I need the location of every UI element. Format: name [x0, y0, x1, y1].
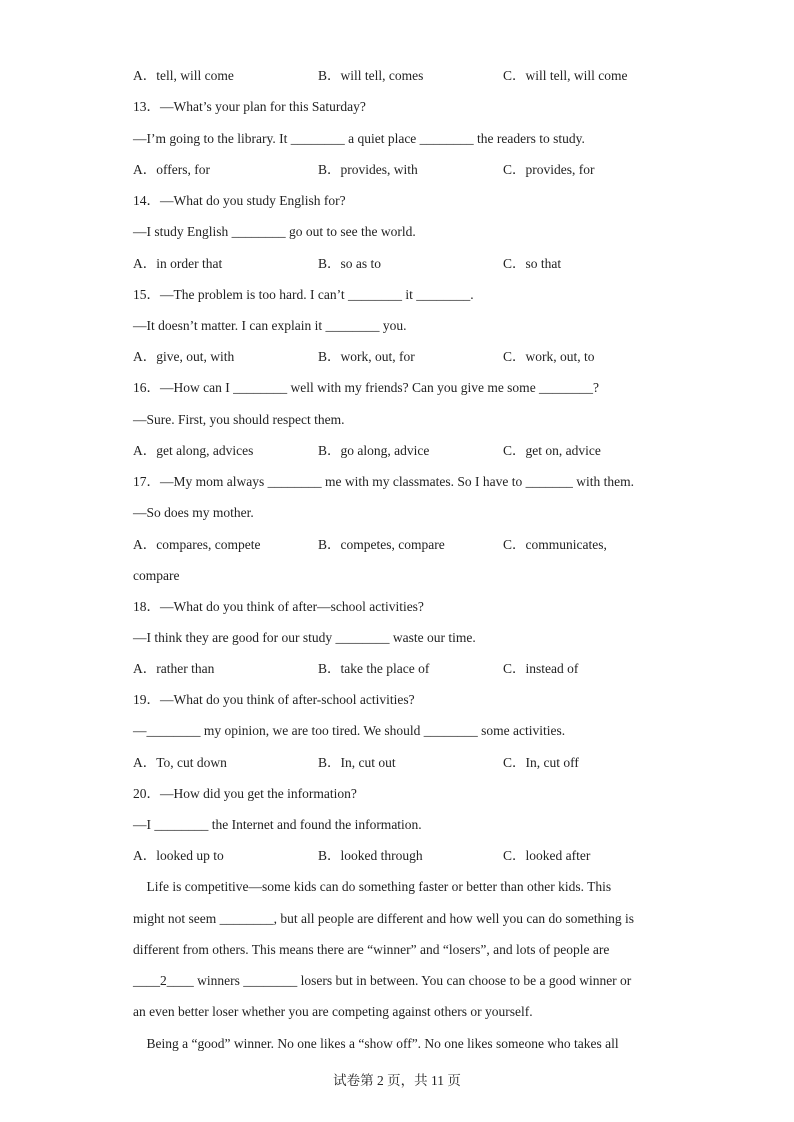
q18-response: —I think they are good for our study ________ waste our time.	[133, 630, 476, 645]
q16-option-a: A．get along, advices	[133, 443, 254, 458]
q13-stem: 13．—What’s your plan for this Saturday?	[133, 99, 366, 114]
q13-option-b: B．provides, with	[318, 162, 418, 177]
q20-option-a: A．looked up to	[133, 848, 224, 863]
q18-option-b: B．take the place of	[318, 661, 430, 676]
q14-response: —I study English ________ go out to see the world.	[133, 224, 416, 239]
q18-option-c: C．instead of	[503, 661, 579, 676]
q13-option-c: C．provides, for	[503, 162, 595, 177]
passage-line: might not seem ________, but all people are different and how well you can do something is	[133, 911, 635, 926]
q17-response: —So does my mother.	[133, 505, 254, 520]
q17-option-c-wrap: compare	[133, 568, 180, 583]
passage-line: Being a “good” winner. No one likes a “show off”. No one likes someone who takes all	[133, 1036, 619, 1051]
q16-response: —Sure. First, you should respect them.	[133, 412, 345, 427]
q15-option-c: C．work, out, to	[503, 349, 595, 364]
q14-option-c: C．so that	[503, 256, 562, 271]
q14-stem: 14．—What do you study English for?	[133, 193, 346, 208]
q19-option-c: C．In, cut off	[503, 755, 579, 770]
q12-option-a: A．tell, will come	[133, 68, 234, 83]
q17-option-b: B．competes, compare	[318, 537, 445, 552]
q16-stem: 16．—How can I ________ well with my friends? Can you give me some ________?	[133, 380, 600, 395]
q19-option-b: B．In, cut out	[318, 755, 396, 770]
q18-option-a: A．rather than	[133, 661, 215, 676]
q17-option-c: C．communicates,	[503, 537, 607, 552]
page-footer: 试卷第 2 页，共 11 页	[333, 1073, 461, 1088]
q12-option-b: B．will tell, comes	[318, 68, 424, 83]
q19-response: —________ my opinion, we are too tired. We should ________ some activities.	[133, 723, 566, 738]
q16-option-b: B．go along, advice	[318, 443, 430, 458]
q20-option-b: B．looked through	[318, 848, 423, 863]
q14-option-b: B．so as to	[318, 256, 382, 271]
passage-line: ____2____ winners ________ losers but in between. You can choose to be a good winner or	[133, 973, 632, 988]
q17-option-a: A．compares, compete	[133, 537, 261, 552]
q15-option-a: A．give, out, with	[133, 349, 235, 364]
q20-stem: 20．—How did you get the information?	[133, 786, 357, 801]
q18-stem: 18．—What do you think of after—school activities?	[133, 599, 424, 614]
q20-option-c: C．looked after	[503, 848, 591, 863]
q19-stem: 19．—What do you think of after-school activities?	[133, 692, 415, 707]
passage-line: an even better loser whether you are competing against others or yourself.	[133, 1004, 533, 1019]
q19-option-a: A．To, cut down	[133, 755, 227, 770]
q15-response: —It doesn’t matter. I can explain it ________ you.	[133, 318, 407, 333]
passage-line: different from others. This means there are “winner” and “losers”, and lots of people are	[133, 942, 610, 957]
q15-option-b: B．work, out, for	[318, 349, 415, 364]
q12-option-c: C．will tell, will come	[503, 68, 628, 83]
q14-option-a: A．in order that	[133, 256, 223, 271]
q16-option-c: C．get on, advice	[503, 443, 601, 458]
q13-option-a: A．offers, for	[133, 162, 210, 177]
q13-response: —I’m going to the library. It ________ a quiet place ________ the readers to study.	[133, 131, 585, 146]
passage-line: Life is competitive—some kids can do something faster or better than other kids. This	[133, 879, 612, 894]
q17-stem: 17．—My mom always ________ me with my classmates. So I have to _______ with them.	[133, 474, 634, 489]
q15-stem: 15．—The problem is too hard. I can’t ________ it ________.	[133, 287, 474, 302]
q20-response: —I ________ the Internet and found the information.	[133, 817, 422, 832]
